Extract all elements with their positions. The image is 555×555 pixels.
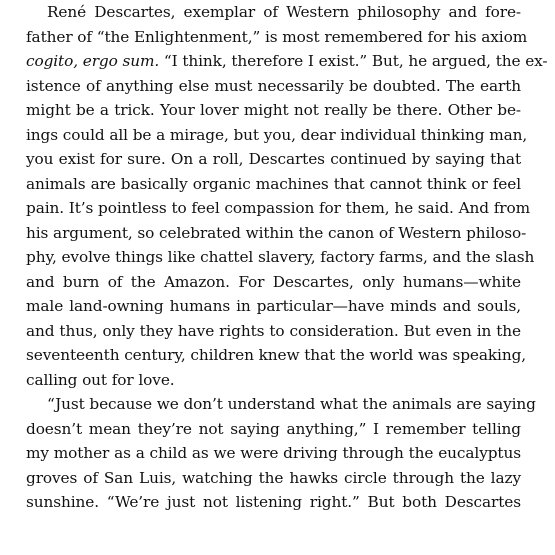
text-segment: and burn of the Amazon. For Descartes, only humans—white bbox=[26, 272, 521, 291]
text-segment: my mother as a child as we were driving through the eucalyptus bbox=[26, 444, 521, 462]
text-body bbox=[26, 0, 548, 515]
text-segment: ings could all be a mirage, but you, dear individual thinking man, bbox=[26, 125, 528, 144]
text-line bbox=[26, 221, 527, 246]
text-segment: and thus, only they have rights to consideration. But even in the bbox=[26, 321, 521, 340]
text-segment: father of “the Enlightenment,” is most remembered for his axiom bbox=[26, 27, 528, 46]
text-segment: pain. It’s pointless to feel compassion for them, he said. And from bbox=[26, 199, 531, 217]
paragraph bbox=[26, 0, 548, 392]
text-line bbox=[26, 98, 521, 123]
text-line bbox=[26, 25, 528, 50]
text-line bbox=[26, 245, 535, 270]
text-line bbox=[26, 417, 521, 442]
text-segment: phy, evolve things like chattel slavery, factory farms, and the slash bbox=[26, 248, 535, 266]
text-line bbox=[26, 294, 521, 319]
italic-text: cogito, ergo sum. bbox=[26, 52, 160, 70]
text-segment: male land-owning humans in particular—have minds and souls, bbox=[26, 297, 521, 315]
text-line bbox=[26, 343, 527, 368]
text-line bbox=[26, 392, 536, 417]
text-line bbox=[26, 172, 521, 197]
book-page bbox=[26, 0, 548, 515]
text-segment: might be a trick. Your lover might not really be there. Other be- bbox=[26, 101, 521, 119]
text-line bbox=[26, 49, 548, 74]
text-line bbox=[26, 441, 521, 466]
text-line bbox=[26, 147, 521, 172]
text-line bbox=[26, 0, 521, 25]
text-segment: calling out for love. bbox=[26, 370, 175, 389]
text-segment: seventeenth century, children knew that the world was speaking, bbox=[26, 346, 527, 364]
text-line bbox=[26, 74, 521, 99]
text-segment: René Descartes, exemplar of Western philosophy and fore- bbox=[47, 3, 521, 21]
text-segment: “Just because we don’t understand what the animals are saying bbox=[47, 395, 536, 413]
text-segment: doesn’t mean they’re not saying anything,” I remember telling bbox=[26, 419, 521, 438]
text-segment: his argument, so celebrated within the canon of Western philoso- bbox=[26, 223, 527, 242]
text-line bbox=[26, 270, 521, 295]
text-segment: istence of anything else must necessarily be doubted. The earth bbox=[26, 76, 521, 95]
paragraph bbox=[26, 392, 536, 515]
text-segment: animals are basically organic machines that cannot think or feel bbox=[26, 174, 521, 193]
text-line bbox=[26, 466, 521, 491]
text-line bbox=[26, 123, 528, 148]
text-line bbox=[26, 196, 531, 221]
text-line bbox=[26, 368, 521, 393]
text-segment: sunshine. “We’re just not listening right.” But both Descartes bbox=[26, 493, 521, 511]
text-line bbox=[26, 319, 521, 344]
text-segment: you exist for sure. On a roll, Descartes continued by saying that bbox=[26, 150, 521, 168]
text-segment: groves of San Luis, watching the hawks circle through the lazy bbox=[26, 468, 521, 487]
text-line bbox=[26, 490, 521, 515]
text-segment: “I think, therefore I exist.” But, he argued, the ex- bbox=[159, 52, 548, 70]
